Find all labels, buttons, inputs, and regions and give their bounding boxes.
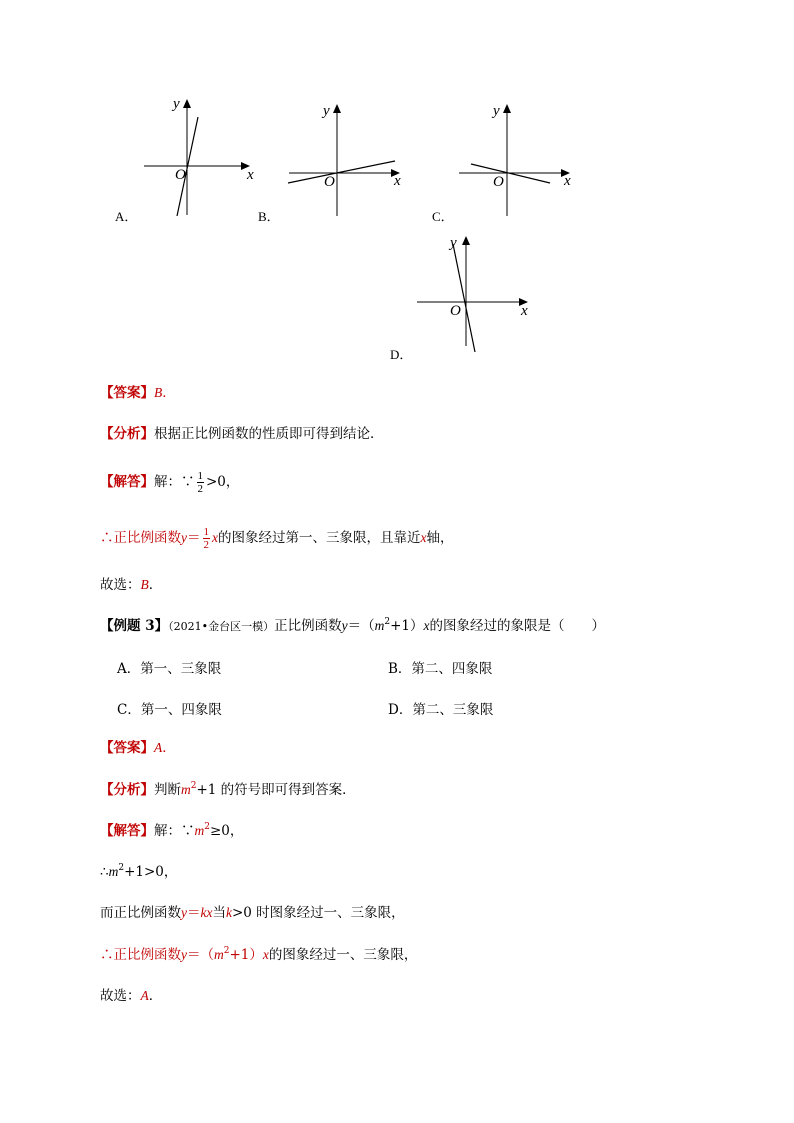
- example-text-4: 的图象经过的象限是（ ）: [429, 618, 605, 634]
- function-line: [288, 161, 395, 183]
- graph-b: [285, 100, 415, 225]
- exponent: 2: [190, 781, 197, 791]
- choice-label: D．: [388, 702, 413, 718]
- example-3: [100, 616, 605, 637]
- solution-prefix: 解：∵: [154, 474, 195, 490]
- choice-text: 第二、四象限: [411, 661, 493, 677]
- line-mid: 当: [212, 905, 226, 921]
- exponent: 2: [118, 863, 125, 873]
- solution-2-line-4: [100, 945, 417, 965]
- middle-text: 的图象经过第一、三象限，且靠近: [218, 530, 421, 546]
- choice-c[interactable]: [117, 698, 222, 718]
- option-b-label: B．: [258, 209, 280, 224]
- solution-post: +1>0，: [124, 864, 178, 880]
- solution-2: [100, 821, 243, 841]
- origin-label: O: [450, 303, 461, 319]
- x-label: x: [247, 167, 254, 183]
- example-tag: 【例题 3】: [100, 618, 169, 634]
- solution-rest: >0，: [206, 474, 240, 490]
- answer-tag: 【答案】: [100, 385, 154, 401]
- var-x-axis: x: [420, 530, 427, 545]
- origin-label: O: [175, 167, 186, 183]
- answer-value: B: [154, 385, 163, 400]
- y-arrow: [503, 104, 511, 113]
- choose-2: [100, 986, 162, 1006]
- var-x: x: [212, 530, 218, 545]
- solution-post: ≥0，: [209, 823, 244, 839]
- var-y: y: [181, 947, 187, 962]
- equals: ＝: [187, 530, 201, 546]
- y-label: y: [493, 103, 500, 119]
- example-source: （2021•金台区一模）: [168, 620, 275, 633]
- line-pre: 而正比例函数: [100, 905, 181, 921]
- answer-tag: 【答案】: [100, 740, 154, 756]
- analysis-pre: 判断: [154, 782, 181, 798]
- choice-text: 第一、四象限: [140, 702, 222, 718]
- graph-d: [415, 230, 545, 360]
- option-a-label: A．: [115, 209, 138, 224]
- choice-label: A．: [117, 661, 141, 677]
- y-label: y: [323, 103, 330, 119]
- graph-c-svg: [455, 100, 585, 225]
- choose-value: A: [140, 988, 149, 1003]
- end-text: 轴，: [426, 530, 454, 546]
- fraction-denominator: 2: [197, 483, 203, 495]
- fraction-numerator: 1: [197, 470, 203, 482]
- choose-value: B: [140, 577, 149, 592]
- var-y: y: [181, 905, 187, 920]
- x-label: x: [564, 173, 571, 189]
- option-d-label: D．: [390, 347, 413, 362]
- fraction-denominator: 2: [203, 539, 209, 551]
- var-x: x: [262, 947, 269, 962]
- graph-c: [455, 100, 585, 225]
- var-m: m: [374, 618, 385, 633]
- var-kx: kx: [200, 905, 213, 920]
- var-m: m: [108, 864, 119, 879]
- answer-2: [100, 738, 176, 758]
- graph-a-svg: [140, 95, 270, 220]
- choose-text: 故选：: [100, 577, 141, 593]
- choice-b[interactable]: [388, 657, 492, 677]
- exponent: 2: [223, 946, 230, 956]
- y-arrow: [183, 99, 191, 108]
- solution-tag: 【解答】: [100, 474, 154, 490]
- choose-text: 故选：: [100, 988, 141, 1004]
- function-line: [453, 244, 475, 352]
- graph-a: [140, 95, 270, 220]
- example-text-1: 正比例函数: [274, 618, 342, 634]
- var-m: m: [214, 947, 224, 962]
- choice-text: 第一、三象限: [140, 661, 222, 677]
- var-m: m: [194, 823, 205, 838]
- var-y: y: [181, 530, 187, 545]
- var-m: m: [181, 782, 191, 797]
- line-post: 的图象经过一、三象限，: [268, 947, 418, 963]
- example-text-2: ＝（: [347, 618, 375, 634]
- solution-2-line-2: [100, 862, 177, 882]
- therefore-text: ∴正比例函数: [100, 530, 181, 546]
- origin-label: O: [493, 174, 504, 190]
- line-pre: ∴正比例函数: [100, 947, 181, 963]
- answer-1: [100, 383, 176, 403]
- answer-end: ．: [162, 385, 176, 401]
- line-mid: +1）: [229, 947, 263, 963]
- fraction: [203, 526, 211, 551]
- choose-end: ．: [148, 988, 163, 1004]
- x-label: x: [521, 303, 528, 319]
- analysis-post: +1 的符号即可得到答案．: [196, 782, 356, 798]
- y-arrow: [333, 104, 341, 113]
- example-text-3: +1）: [390, 618, 424, 634]
- y-label: y: [173, 96, 180, 112]
- solution-1-line-2: [100, 526, 454, 551]
- graph-b-svg: [285, 100, 415, 225]
- graph-d-svg: [415, 230, 545, 360]
- answer-end: ．: [162, 740, 176, 756]
- analysis-1: [100, 424, 384, 444]
- choose-end: ．: [148, 577, 163, 593]
- analysis-tag: 【分析】: [100, 426, 154, 442]
- choice-label: C．: [117, 702, 141, 718]
- origin-label: O: [324, 174, 335, 190]
- choice-a[interactable]: [117, 657, 221, 677]
- solution-tag: 【解答】: [100, 823, 154, 839]
- var-y: y: [341, 618, 348, 633]
- equals: ＝: [187, 905, 201, 921]
- exponent: 2: [204, 822, 210, 832]
- solution-pre: 解：∵: [154, 823, 195, 839]
- analysis-text: 根据正比例函数的性质即可得到结论．: [154, 426, 384, 442]
- choose-1: [100, 575, 162, 595]
- solution-2-line-3: [100, 903, 405, 923]
- analysis-tag: 【分析】: [100, 782, 154, 798]
- var-k: k: [225, 905, 232, 920]
- choice-label: B．: [388, 661, 412, 677]
- answer-value: A: [154, 740, 163, 755]
- fraction: [197, 470, 205, 495]
- choice-text: 第二、三象限: [412, 702, 494, 718]
- therefore-symbol: ∴: [100, 864, 109, 880]
- equals: ＝（: [187, 947, 214, 963]
- option-c-label: C．: [432, 209, 454, 224]
- var-x: x: [423, 618, 430, 633]
- solution-1: [100, 470, 239, 495]
- x-label: x: [394, 173, 401, 189]
- line-post: >0 时图象经过一、三象限，: [231, 905, 405, 921]
- analysis-2: [100, 780, 356, 800]
- y-label: y: [450, 235, 457, 251]
- y-arrow: [462, 236, 470, 245]
- choice-d[interactable]: [388, 698, 493, 718]
- exponent: 2: [384, 617, 391, 627]
- fraction-numerator: 1: [203, 526, 209, 538]
